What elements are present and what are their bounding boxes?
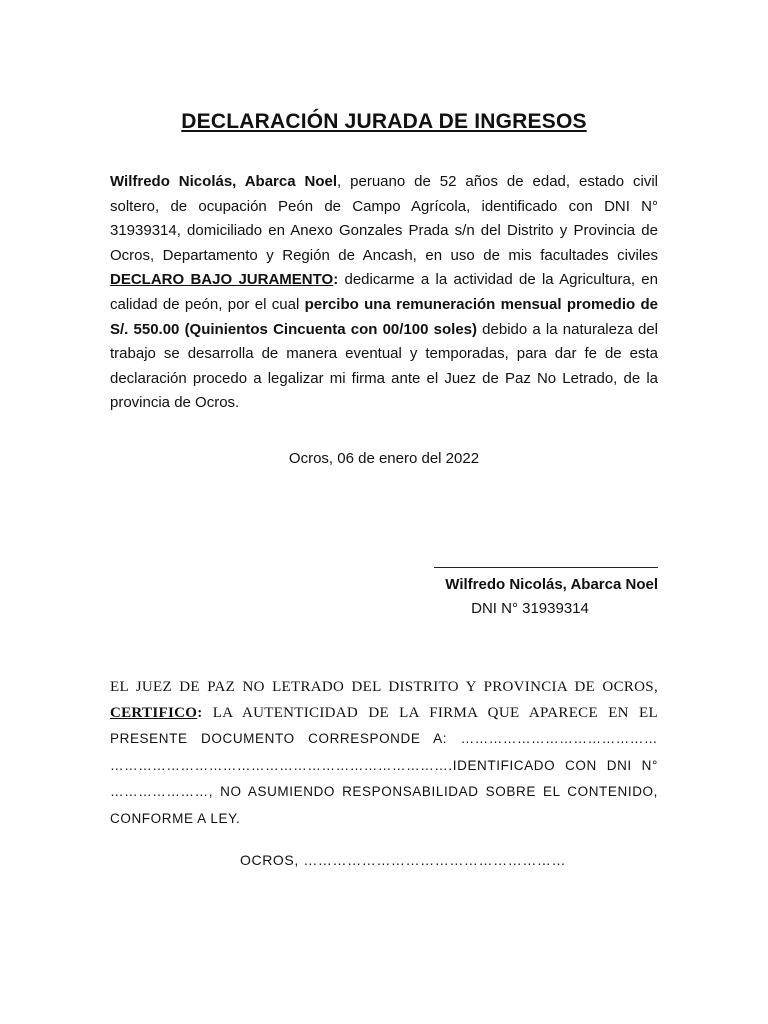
certification-paragraph [110, 675, 658, 833]
signature-name: Wilfredo Nicolás, Abarca Noel [445, 576, 658, 593]
remuneration-amount: percibo una remuneración mensual promedio de S/. 550.00 (Quinientos Cincuenta con 00/100 soles) [110, 295, 658, 338]
declaration-text-1: , peruano de 52 años de edad, estado civil soltero, de ocupación Peón de Campo Agrícola, identificado con DNI N° 31939314, domiciliado en Anexo Gonzales Prada s/n del Distrito y Provincia de Ocros, Departamento y Región de Ancash, en uso de mis facultades civiles [110, 173, 658, 264]
declaro-bajo-juramento: DECLARO BAJO JURAMENTO [110, 271, 334, 289]
declarant-name: Wilfredo Nicolás, Abarca Noel [110, 173, 338, 190]
signature-dni: DNI N° 31939314 [471, 600, 589, 617]
document-title: DECLARACIÓN JURADA DE INGRESOS [181, 110, 587, 133]
certification-text-1: EL JUEZ DE PAZ NO LETRADO DEL DISTRITO Y PROVINCIA DE OCROS, [110, 679, 658, 695]
certification-text-3: PRESENTE DOCUMENTO CORRESPONDE A: …………………………………… ……………………………………………………………….IDENTIFICADO CON DNI N° …………………, NO ASUMIENDO RESPONSABILIDAD SOBRE EL CONTENIDO, CONFORME A LEY. [110, 731, 658, 826]
declaration-text-3: debido a la naturaleza del trabajo se desarrolla de manera eventual y temporadas, para dar fe de esta declaración procedo a legalizar mi firma ante el Juez de Paz No Letrado, de la provincia de Ocros. [110, 320, 658, 412]
certification-text-2: LA AUTENTICIDAD DE LA FIRMA QUE APARECE EN EL [202, 704, 658, 721]
signature-line [434, 567, 658, 568]
declaro-colon: : [333, 271, 339, 289]
footer-place-blank: OCROS, ……………………………………………… [240, 852, 567, 868]
certifico-label: CERTIFICO [110, 704, 198, 721]
place-date: Ocros, 06 de enero del 2022 [288, 450, 480, 467]
declaration-text-2: dedicarme a la actividad de la Agricultura, en calidad de peón, por el cual [110, 271, 658, 313]
declaration-paragraph [110, 170, 658, 416]
certifico-colon: : [197, 704, 203, 721]
